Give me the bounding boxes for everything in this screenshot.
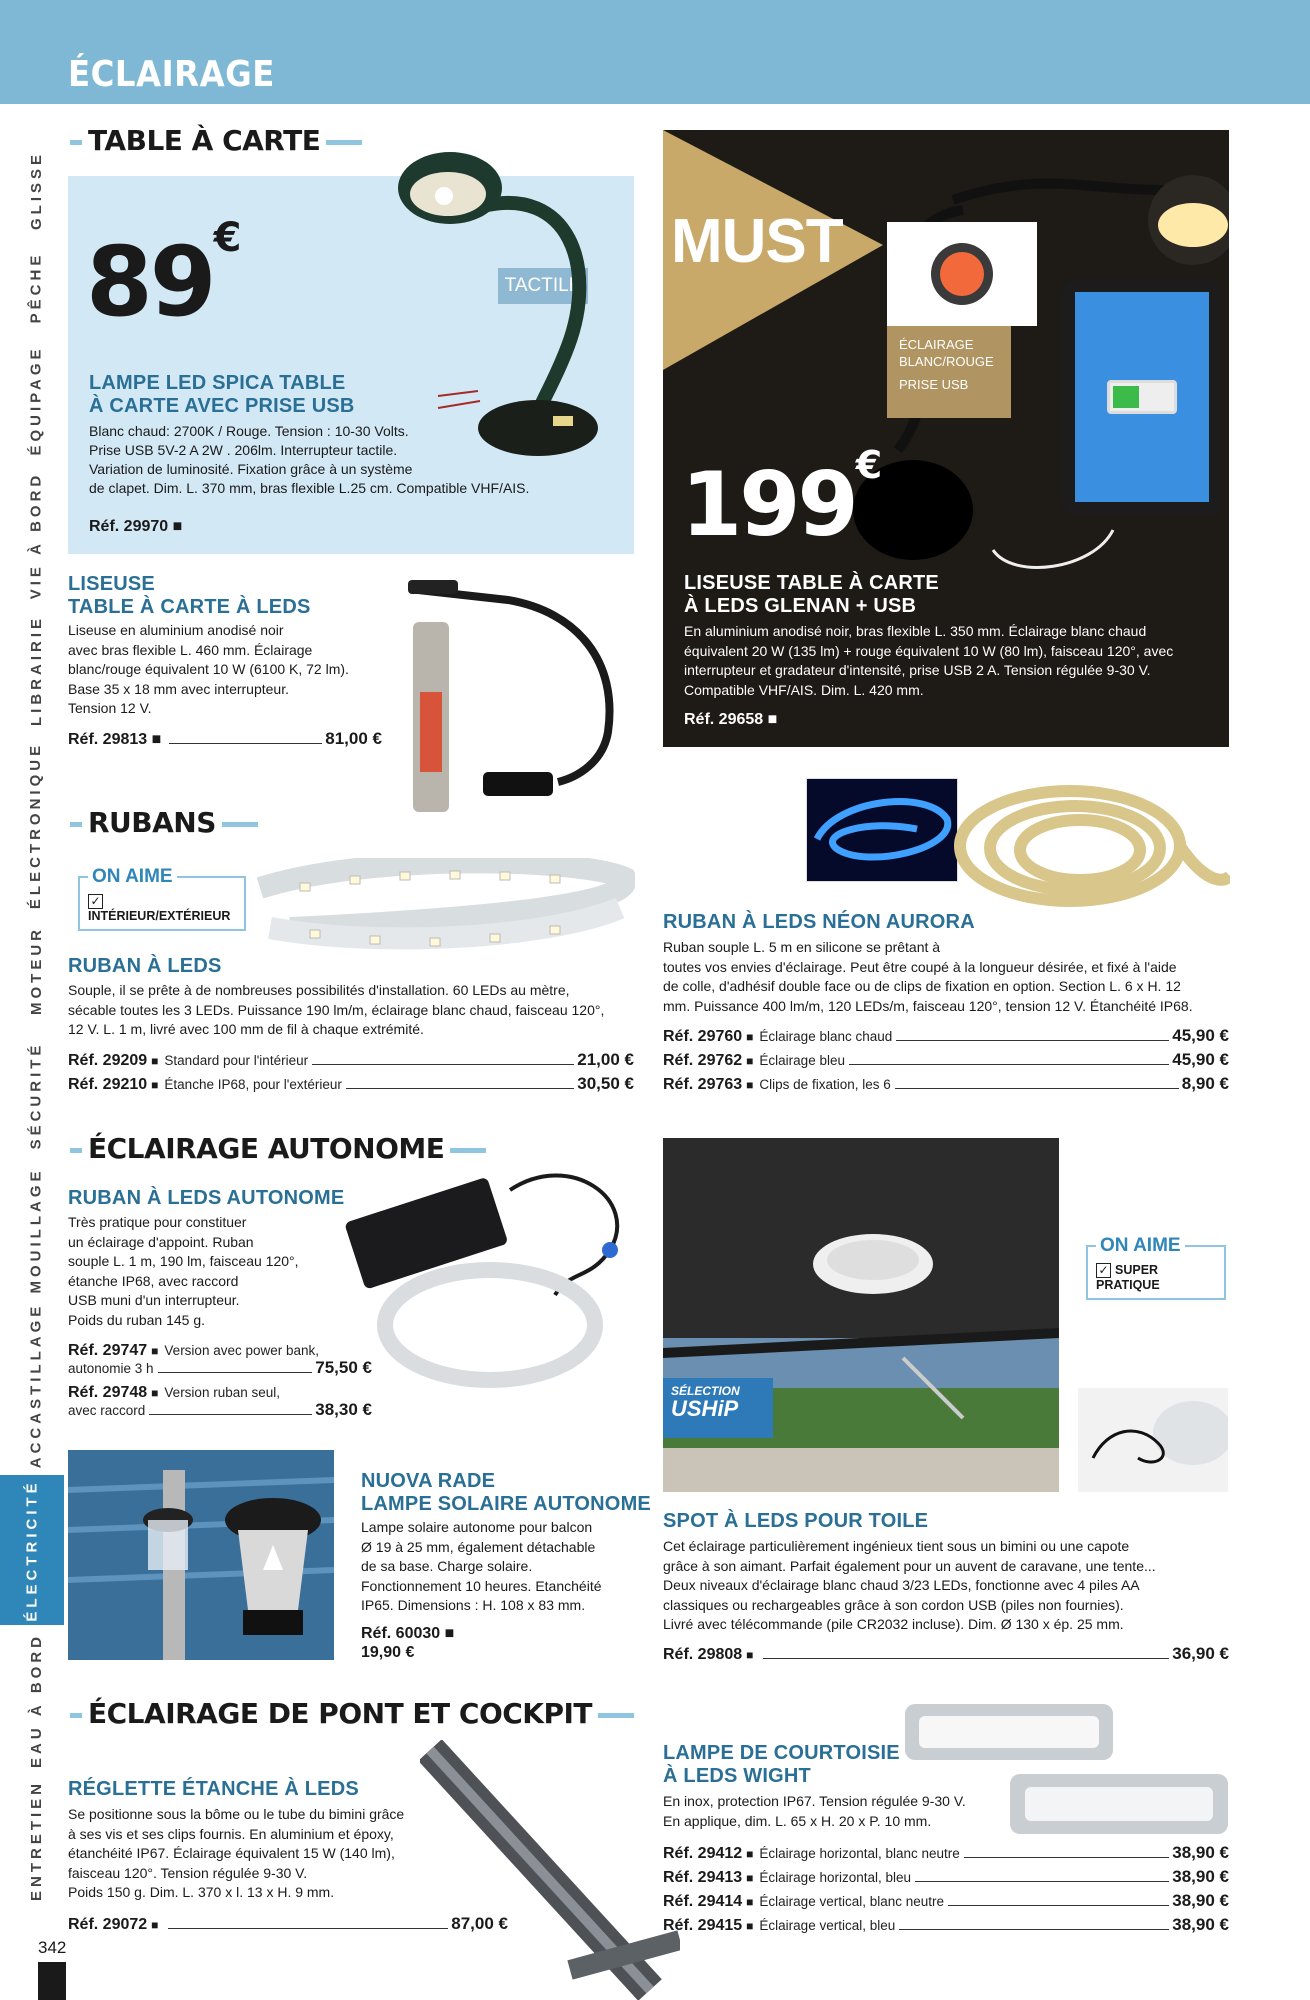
nav-item-accastillage[interactable]: ACCASTILLAGE [27,1302,45,1468]
spica-price: 89€ [86,215,239,338]
side-nav [0,140,64,1910]
aurora-29762-row: Réf. 29762 ■ Éclairage bleu 45,90 € [663,1050,1229,1069]
nav-item-electricite[interactable]: ÉLECTRICITÉ [0,1475,64,1625]
nav-item-moteur[interactable]: MOTEUR [27,925,45,1015]
spica-card [68,176,634,554]
section-title-rubans: RUBANS [70,806,258,839]
spot-price-row: Réf. 29808 ■ 36,90 € [663,1644,1229,1663]
courtoisie-29415-row: Réf. 29415 ■ Éclairage vertical, bleu 38,90 € [663,1915,1229,1934]
glenan-price: 199€ [681,443,880,556]
aurora-29763-row: Réf. 29763 ■ Clips de fixation, les 6 8,90 € [663,1074,1229,1093]
ruban-leds-description: Souple, il se prête à de nombreuses possibilités d'installation. 60 LEDs au mètre, sécable toutes les 3 LEDs. Puissance 190 lm/m, éclairage blanc chaud, faisceau 120°, 12 V. L. 1 m, livré avec 100 mm de fil à chaque extrémité. [68,982,605,1037]
aurora-coil-image [940,776,1230,916]
reglette-price-row: Réf. 29072 ■ 87,00 € [68,1914,508,1933]
onaime-tag-pratique: ON AIME ✓ SUPER PRATIQUE [1086,1245,1226,1300]
nav-item-librairie[interactable]: LIBRAIRIE [27,614,45,726]
section-title-table-carte: TABLE À CARTE [70,124,362,157]
tactile-badge: TACTILE [498,268,588,304]
courtoisie-title: LAMPE DE COURTOISIE À LEDS WIGHT [663,1742,900,1787]
spot-photo [663,1138,1059,1492]
autonome-title: RUBAN À LEDS AUTONOME [68,1187,345,1209]
nuova-rade-description: Lampe solaire autonome pour balcon Ø 19 à 25 mm, également détachable de sa base. Charge solaire. Fonctionnement 10 heures. Etanchéité IP65. Dimensions : H. 108 x 83 mm. [361,1519,602,1613]
liseuse-title: LISEUSE TABLE À CARTE À LEDS [68,573,311,618]
glenan-inset-image [887,222,1037,326]
page-tab-marker [38,1962,66,2000]
nav-item-glisse[interactable]: GLISSE [27,150,45,230]
courtoisie-29414-row: Réf. 29414 ■ Éclairage vertical, blanc neutre 38,90 € [663,1891,1229,1910]
aurora-blue-image [806,778,958,882]
ruban-29210-row: Réf. 29210 ■ Étanche IP68, pour l'extérieur 30,50 € [68,1074,634,1093]
nav-item-equipage[interactable]: ÉQUIPAGE [27,344,45,456]
nav-item-electronique[interactable]: ÉLECTRONIQUE [27,741,45,909]
nuova-rade-ref-price: Réf. 60030 ■ 19,90 € [361,1625,455,1661]
nav-item-peche[interactable]: PÊCHE [27,251,45,323]
courtoisie-29413-row: Réf. 29413 ■ Éclairage horizontal, bleu 38,90 € [663,1867,1229,1886]
nav-item-securite[interactable]: SÉCURITÉ [27,1041,45,1149]
must-label: MUST [671,207,843,276]
ruban-leds-image [250,858,635,966]
section-title-pont-cockpit: ÉCLAIRAGE DE PONT ET COCKPIT [70,1697,634,1730]
autonome-image [340,1160,640,1410]
spica-lamp-image [398,146,618,466]
section-title-autonome: ÉCLAIRAGE AUTONOME [70,1132,486,1165]
liseuse-description: Liseuse en aluminium anodisé noir avec bras flexible L. 460 mm. Éclairage blanc/rouge équivalent 10 W (6100 K, 72 lm). Base 35 x 18 mm avec interrupteur. Tension 12 V. [68,622,349,716]
aurora-description: Ruban souple L. 5 m en silicone se prêtant à toutes vos envies d'éclairage. Peut être coupé à la longueur désirée, et fixé à l'aide de colle, d'adhésif double face ou de clips de fixation en option. Section L. 6 x H. 12 mm. Puissance 400 lm/m, 120 LEDs/m, faisceau 120°, tension 12 V. Étanchéité IP68. [663,939,1193,1014]
nav-item-eau-a-bord[interactable]: EAU À BORD [27,1632,45,1768]
page-title: ÉCLAIRAGE [68,54,275,95]
header-band [0,0,1310,104]
spica-title: LAMPE LED SPICA TABLE À CARTE AVEC PRISE USB [89,372,355,417]
nav-item-vie-a-bord[interactable]: VIE À BORD [27,471,45,599]
courtoisie-29412-row: Réf. 29412 ■ Éclairage horizontal, blanc neutre 38,90 € [663,1843,1229,1862]
selection-uship-badge: SÉLECTION USHiP [663,1378,773,1438]
glenan-title: LISEUSE TABLE À CARTE À LEDS GLENAN + USB [684,572,939,617]
reglette-description: Se positionne sous la bôme ou le tube du bimini grâce à ses vis et ses clips fournis. En aluminium et époxy, étanchéité IP67. Éclairage équivalent 15 W (140 lm), faisceau 120°. Tension régulée 9-30 V. Poids 150 g. Dim. L. 370 x l. 13 x H. 9 mm. [68,1806,405,1900]
page-number: 342 [38,1938,67,1957]
liseuse-price-row: Réf. 29813 ■ 81,00 € [68,729,382,748]
autonome-description: Très pratique pour constituer un éclairage d'appoint. Ruban souple L. 1 m, 190 lm, faisceau 120°, étanche IP68, avec raccord USB muni d'un interrupteur. Poids du ruban 145 g. [68,1214,299,1328]
glenan-feature-badge: ÉCLAIRAGE BLANC/ROUGE PRISE USB [887,326,1011,418]
glenan-ref: Réf. 29658 ■ [684,711,778,728]
ruban-leds-title: RUBAN À LEDS [68,955,222,977]
glenan-card [663,130,1229,747]
autonome-29747-row: Réf. 29747 ■ Version avec power bank, autonomie 3 h 75,50 € [68,1342,372,1377]
spot-accessory-image [1078,1388,1228,1492]
reglette-title: RÉGLETTE ÉTANCHE À LEDS [68,1778,359,1800]
ruban-29209-row: Réf. 29209 ■ Standard pour l'intérieur 21,00 € [68,1050,634,1069]
nuova-rade-title: NUOVA RADE LAMPE SOLAIRE AUTONOME [361,1470,651,1515]
reglette-image [420,1740,680,2000]
nav-item-mouillage[interactable]: MOUILLAGE [27,1167,45,1293]
nav-item-entretien[interactable]: ENTRETIEN [27,1779,45,1901]
aurora-title: RUBAN À LEDS NÉON AURORA [663,911,975,933]
glenan-description: En aluminium anodisé noir, bras flexible L. 350 mm. Éclairage blanc chaud équivalent 20 W (135 lm) + rouge équivalent 10 W (80 lm), faisceau 120°, avec interrupteur et gradateur d'intensité, prise USB 2 A. Tension régulée 9-30 V. Compatible VHF/AIS. Dim. L. 420 mm. [684,623,1174,698]
tablet-image [1063,280,1221,514]
spica-description: Blanc chaud: 2700K / Rouge. Tension : 10-30 Volts. Prise USB 5V-2 A 2W . 206lm. Interrupteur tactile. Variation de luminosité. Fixation grâce à un système de clapet. Dim. L. 370 mm, bras flexible L.25 cm. Compatible VHF/AIS. [89,423,530,496]
courtoisie-description: En inox, protection IP67. Tension régulée 9-30 V. En applique, dim. L. 65 x H. 20 x P. 10 mm. [663,1793,966,1829]
spica-ref: Réf. 29970 ■ [89,518,183,535]
spot-title: SPOT À LEDS POUR TOILE [663,1510,929,1532]
nuova-rade-image [68,1450,334,1660]
onaime-tag-interieur: ON AIME ✓INTÉRIEUR/EXTÉRIEUR [78,876,246,931]
liseuse-image [408,572,648,832]
aurora-29760-row: Réf. 29760 ■ Éclairage blanc chaud 45,90 € [663,1026,1229,1045]
spot-description: Cet éclairage particulièrement ingénieux tient sous un bimini ou une capote grâce à son aimant. Parfait également pour un auvent de caravane, une tente... Deux niveaux d'éclairage blanc chaud 3/23 LEDs, fonctionne avec 4 piles AA classiques ou rechargeables grâce à son cordon USB (piles non fournies). Livré avec télécommande (pile CR2032 incluse). Dim. Ø 130 x ép. 25 mm. [663,1538,1156,1632]
autonome-29748-row: Réf. 29748 ■ Version ruban seul, avec raccord 38,30 € [68,1384,372,1419]
